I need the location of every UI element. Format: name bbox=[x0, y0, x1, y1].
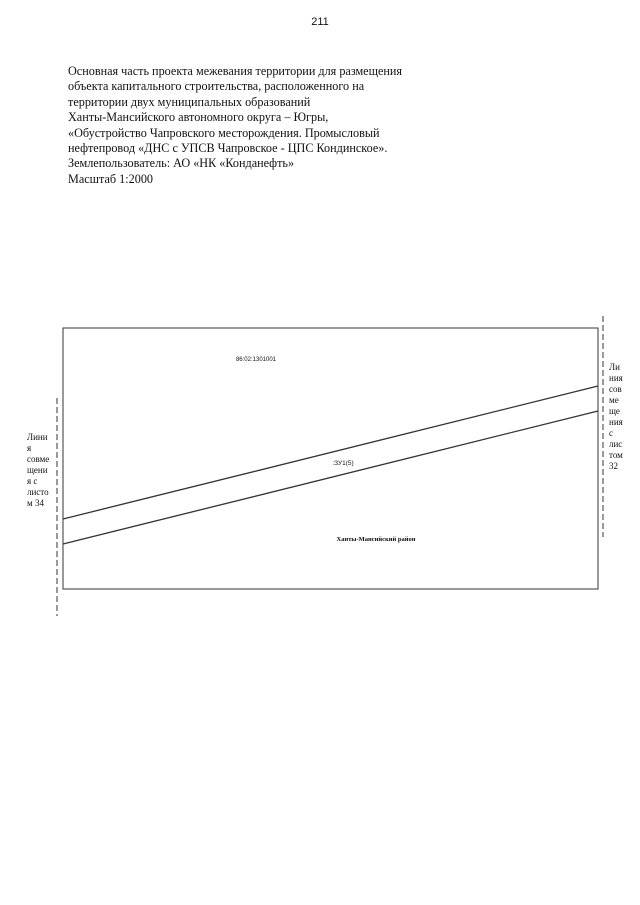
cadastral-block-label: 86:02:1301001 bbox=[235, 357, 277, 363]
label-fragment: лис bbox=[609, 439, 623, 449]
header-line: объекта капитального строительства, расположенного на bbox=[68, 79, 365, 94]
label-fragment: ме bbox=[609, 395, 619, 405]
header-line: Ханты-Мансийского автономного округа – Югры, bbox=[68, 110, 329, 125]
label-fragment: том bbox=[609, 450, 623, 460]
left-match-line-label bbox=[27, 432, 57, 509]
corridor-boundary-lower bbox=[63, 411, 598, 544]
label-fragment: с bbox=[609, 428, 613, 438]
label-fragment: сов bbox=[609, 384, 622, 394]
header-line: Землепользователь: АО «НК «Конданефть» bbox=[68, 156, 295, 171]
parcel-label: :ЗУ1(5) bbox=[332, 460, 354, 467]
right-match-line-label bbox=[609, 362, 633, 472]
label-fragment: листо bbox=[27, 487, 49, 497]
page-number: 211 bbox=[311, 16, 329, 28]
corridor-boundary-upper bbox=[63, 386, 598, 519]
label-fragment: совме bbox=[27, 454, 50, 464]
label-fragment: Лини bbox=[27, 432, 48, 442]
label-fragment: Ли bbox=[609, 362, 620, 372]
label-fragment: ще bbox=[609, 406, 620, 416]
header-line: Основная часть проекта межевания территории для размещения bbox=[68, 64, 403, 78]
header-line: территории двух муниципальных образований bbox=[68, 94, 311, 109]
header-line: «Обустройство Чапровского месторождения. Промысловый bbox=[68, 125, 380, 140]
scale-label: Масштаб 1:2000 bbox=[68, 171, 154, 186]
label-fragment: я bbox=[27, 443, 32, 453]
label-fragment: м 34 bbox=[27, 498, 44, 508]
label-fragment: ния bbox=[609, 417, 623, 427]
map-frame bbox=[63, 328, 598, 589]
header-line: нефтепровод «ДНС с УПСВ Чапровское - ЦПС Кондинское». bbox=[68, 141, 388, 156]
label-fragment: ния bbox=[609, 373, 623, 383]
label-fragment: 32 bbox=[609, 461, 618, 471]
district-label: Ханты-Мансийский район bbox=[336, 536, 416, 543]
label-fragment: я с bbox=[27, 476, 38, 486]
label-fragment: щени bbox=[27, 465, 48, 475]
